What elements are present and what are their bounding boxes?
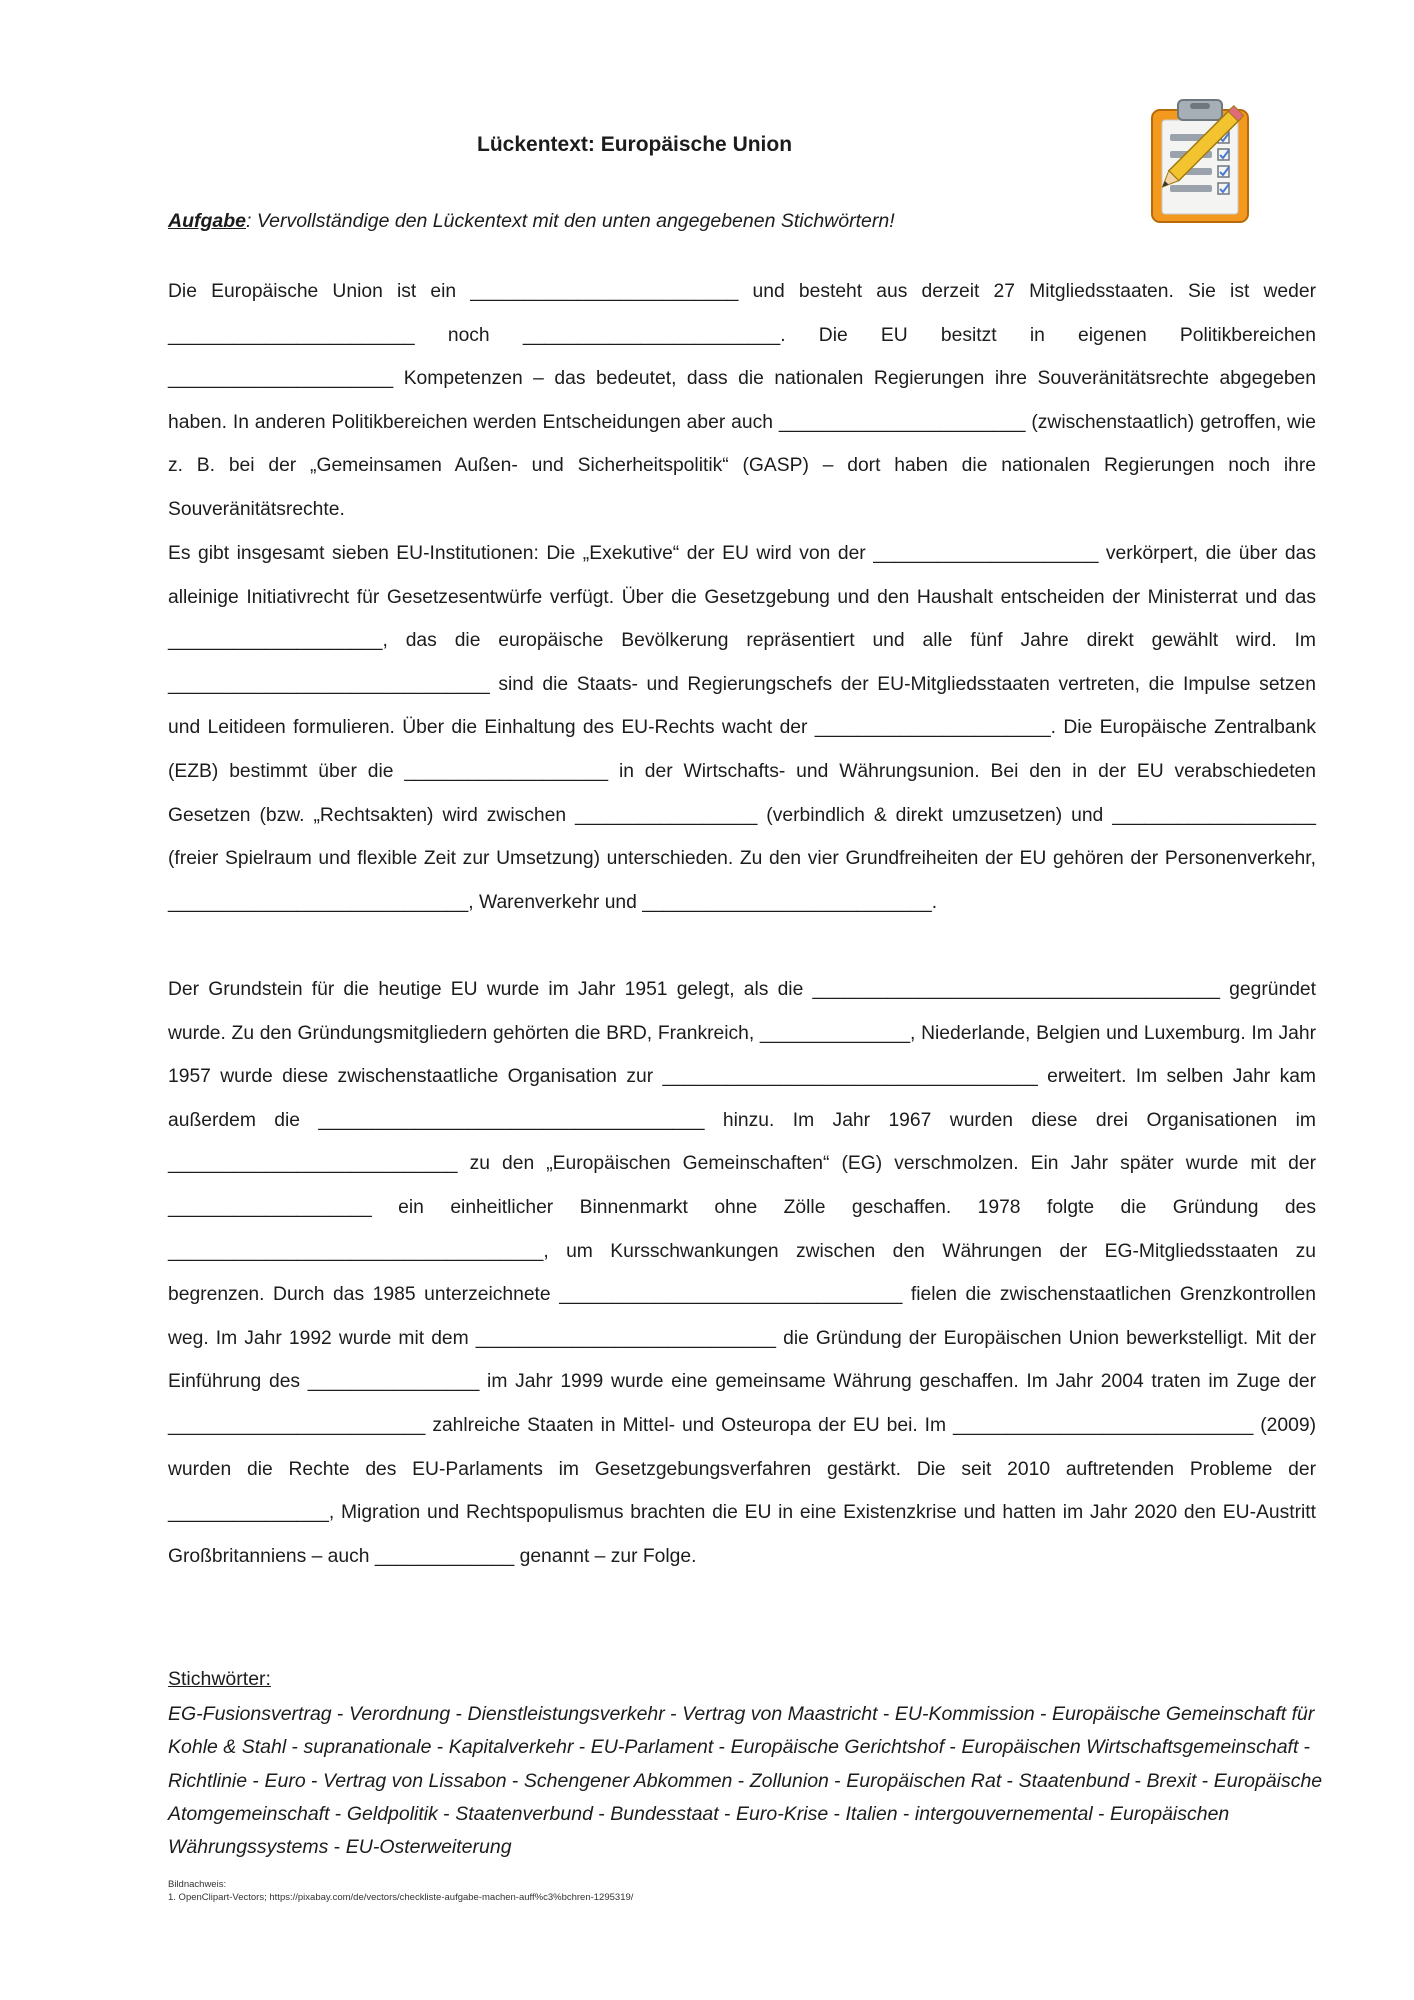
keyword-separator: - — [592, 1802, 611, 1825]
keyword-item: Schengener Abkommen — [523, 1769, 733, 1792]
keyword-separator: - — [331, 1703, 349, 1725]
keywords-list — [168, 1698, 1348, 1864]
keyword-item: Europäische Gemeinschaft für Kohle & Stahl — [168, 1703, 1315, 1759]
keyword-separator: - — [828, 1769, 847, 1792]
keyword-item: Dienstleistungsverkehr — [467, 1703, 665, 1725]
keyword-item: Brexit — [1146, 1769, 1197, 1792]
keyword-item: EU-Kommission — [894, 1703, 1035, 1725]
paragraph-2: Es gibt insgesamt sieben EU-Institutionen: Die „Exekutive“ der EU wird von der _____________________ verkörpert, die über das alleinige Initiativrecht für Gesetzesentwürfe verfügt. Über die Gesetzgebung und den Haushalt entscheiden der Ministerrat und das ____________________, das die europäische Bevölkerung repräsentiert und alle fünf Jahre direkt gewählt wird. Im ______________________________ sind die Staats- und Regierungschefs der EU-Mitgliedsstaaten vertreten, die Impulse setzen und Leitideen formulieren. Über die Einhaltung des EU-Rechts wacht der ______________________. Die Europäische Zentralbank (EZB) bestimmt über die ___________________ in der Wirtschafts- und Währungsunion. Bei den in der EU verabschiedeten Gesetzen (bzw. „Rechtsakten) wird zwischen _________________ (verbindlich & direkt umzusetzen) und ___________________ (freier Spielraum und flexible Zeit zur Umsetzung) unterschieden. Zu den vier Grundfreiheiten der EU gehören der Personenverkehr, ____________________________, Warenverkehr und ___________________________. — [168, 543, 1316, 913]
keyword-separator: - — [1298, 1736, 1311, 1759]
keyword-separator: - — [718, 1802, 737, 1825]
keyword-item: Geldpolitik — [346, 1802, 438, 1825]
keyword-item: Vertrag von Maastricht — [682, 1703, 878, 1725]
clipboard-checklist-icon — [1140, 98, 1260, 226]
paragraph-3: Der Grundstein für die heutige EU wurde im Jahr 1951 gelegt, als die ______________________________________ gegründet wurde. Zu den Gründungsmitgliedern gehörten die BRD, Frankreich, ______________, Niederlande, Belgien und Luxemburg. Im Jahr 1957 wurde diese zwischenstaatliche Organisation zur ___________________________________ erweitert. Im selben Jahr kam außerdem die ____________________________________ hinzu. Im Jahr 1967 wurden diese drei Organisationen im ___________________________ zu den „Europäischen Gemeinschaften“ (EG) verschmolzen. Ein Jahr später wurde mit der ___________________ ein einheitlicher Binnenmarkt ohne Zölle geschaffen. 1978 folgte die Gründung des ___________________________________, um Kursschwankungen zwischen den Währungen der EG-Mitgliedsstaaten zu begrenzen. Durch das 1985 unterzeichnete ________________________________ fielen die zwischenstaatlichen Grenzkontrollen weg. Im Jahr 1992 wurde mit dem ____________________________ die Gründung der Europäischen Union bewerkstelligt. Mit der Einführung des ________________ im Jahr 1999 wurde eine gemeinsame Währung geschaffen. Im Jahr 2004 traten im Zuge der ________________________ zahlreiche Staaten in Mittel- und Osteuropa der EU bei. Im ____________________________ (2009) wurden die Rechte des EU-Parlaments im Gesetzgebungsverfahren gestärkt. Die seit 2010 auftretenden Probleme der _______________, Migration und Rechtspopulismus brachten die EU in eine Existenzkrise und hatten im Jahr 2020 den EU-Austritt Großbritanniens – auch _____________ genannt – zur Folge. — [168, 979, 1316, 1567]
keyword-item: Richtlinie — [168, 1769, 248, 1792]
keyword-separator: - — [431, 1736, 449, 1759]
keyword-item: EU-Parlament — [590, 1736, 714, 1759]
keyword-separator: - — [450, 1703, 468, 1725]
keyword-separator: - — [828, 1802, 846, 1825]
keyword-item: Zollunion — [749, 1769, 829, 1792]
keyword-item: Verordnung — [348, 1703, 451, 1725]
keyword-item: Europäischen Rat — [846, 1769, 1002, 1792]
keyword-separator: - — [664, 1703, 683, 1725]
keyword-separator: - — [305, 1769, 324, 1792]
keyword-separator: - — [247, 1769, 265, 1792]
keyword-separator: - — [877, 1703, 895, 1725]
keyword-item: Euro — [264, 1769, 306, 1792]
keyword-separator: - — [437, 1802, 456, 1825]
keyword-separator: - — [944, 1736, 962, 1759]
keyword-separator: - — [713, 1736, 731, 1759]
task-text: : Vervollständige den Lückentext mit den unten angegebenen Stichwörtern! — [246, 210, 895, 232]
keyword-separator: - — [506, 1769, 524, 1792]
keyword-separator: - — [1001, 1769, 1019, 1792]
paragraph-1: Die Europäische Union ist ein _________________________ und besteht aus derzeit 27 Mitgliedsstaaten. Sie ist weder _______________________ noch ________________________. Die EU besitzt in eigenen Politikbereichen _____________________ Kompetenzen – das bedeutet, dass die nationalen Regierungen ihre Souveränitätsrechte abgegeben haben. In anderen Politikbereichen werden Entscheidungen aber auch _______________________ (zwischenstaatlich) getroffen, wie z. B. bei der „Gemeinsamen Außen- und Sicherheitspolitik“ (GASP) – dort haben die nationalen Regierungen noch ihre Souveränitätsrechte. — [168, 281, 1316, 520]
worksheet-title: Lückentext: Europäische Union — [477, 133, 793, 156]
keyword-item: Kapitalverkehr — [448, 1736, 574, 1759]
keyword-item: Staatenverbund — [455, 1802, 593, 1825]
keyword-item: supranationale — [303, 1736, 432, 1759]
keyword-item: Europäischen Wirtschaftsgemeinschaft — [961, 1736, 1299, 1759]
keyword-separator: - — [897, 1802, 915, 1825]
keyword-item: Euro-Krise — [736, 1802, 829, 1825]
credits-line: 1. OpenClipart-Vectors; https://pixabay.com/de/vectors/checkliste-aufgabe-machen-auff%c3%bchren-1295319/ — [168, 1892, 634, 1903]
keyword-separator: - — [732, 1769, 750, 1792]
keyword-item: Europäische Atomgemeinschaft — [168, 1769, 1323, 1825]
keyword-item: EU-Osterweiterung — [345, 1836, 512, 1859]
keyword-separator: - — [1034, 1703, 1053, 1725]
keyword-item: intergouvernemental — [914, 1802, 1093, 1825]
keyword-separator: - — [286, 1736, 304, 1759]
keyword-item: EG-Fusionsvertrag — [168, 1703, 332, 1725]
keywords-heading: Stichwörter: — [168, 1668, 271, 1690]
keyword-separator: - — [573, 1736, 591, 1759]
keyword-item: Europäischen Währungssystems — [168, 1802, 1230, 1859]
keyword-separator: - — [1196, 1769, 1214, 1792]
keyword-item: Staatenbund — [1018, 1769, 1130, 1792]
keyword-item: Europäische Gerichtshof — [730, 1736, 945, 1759]
task-instruction — [168, 210, 895, 233]
keyword-item: Bundesstaat — [610, 1802, 719, 1825]
keyword-separator: - — [329, 1802, 347, 1825]
keyword-separator: - — [1092, 1802, 1111, 1825]
keyword-separator: - — [328, 1836, 346, 1859]
keyword-item: Italien — [845, 1802, 898, 1825]
keyword-separator: - — [1129, 1769, 1147, 1792]
image-credits — [168, 1878, 633, 1904]
task-label: Aufgabe — [168, 210, 246, 232]
keyword-item: Vertrag von Lissabon — [323, 1769, 507, 1792]
credits-heading: Bildnachweis: — [168, 1879, 227, 1890]
